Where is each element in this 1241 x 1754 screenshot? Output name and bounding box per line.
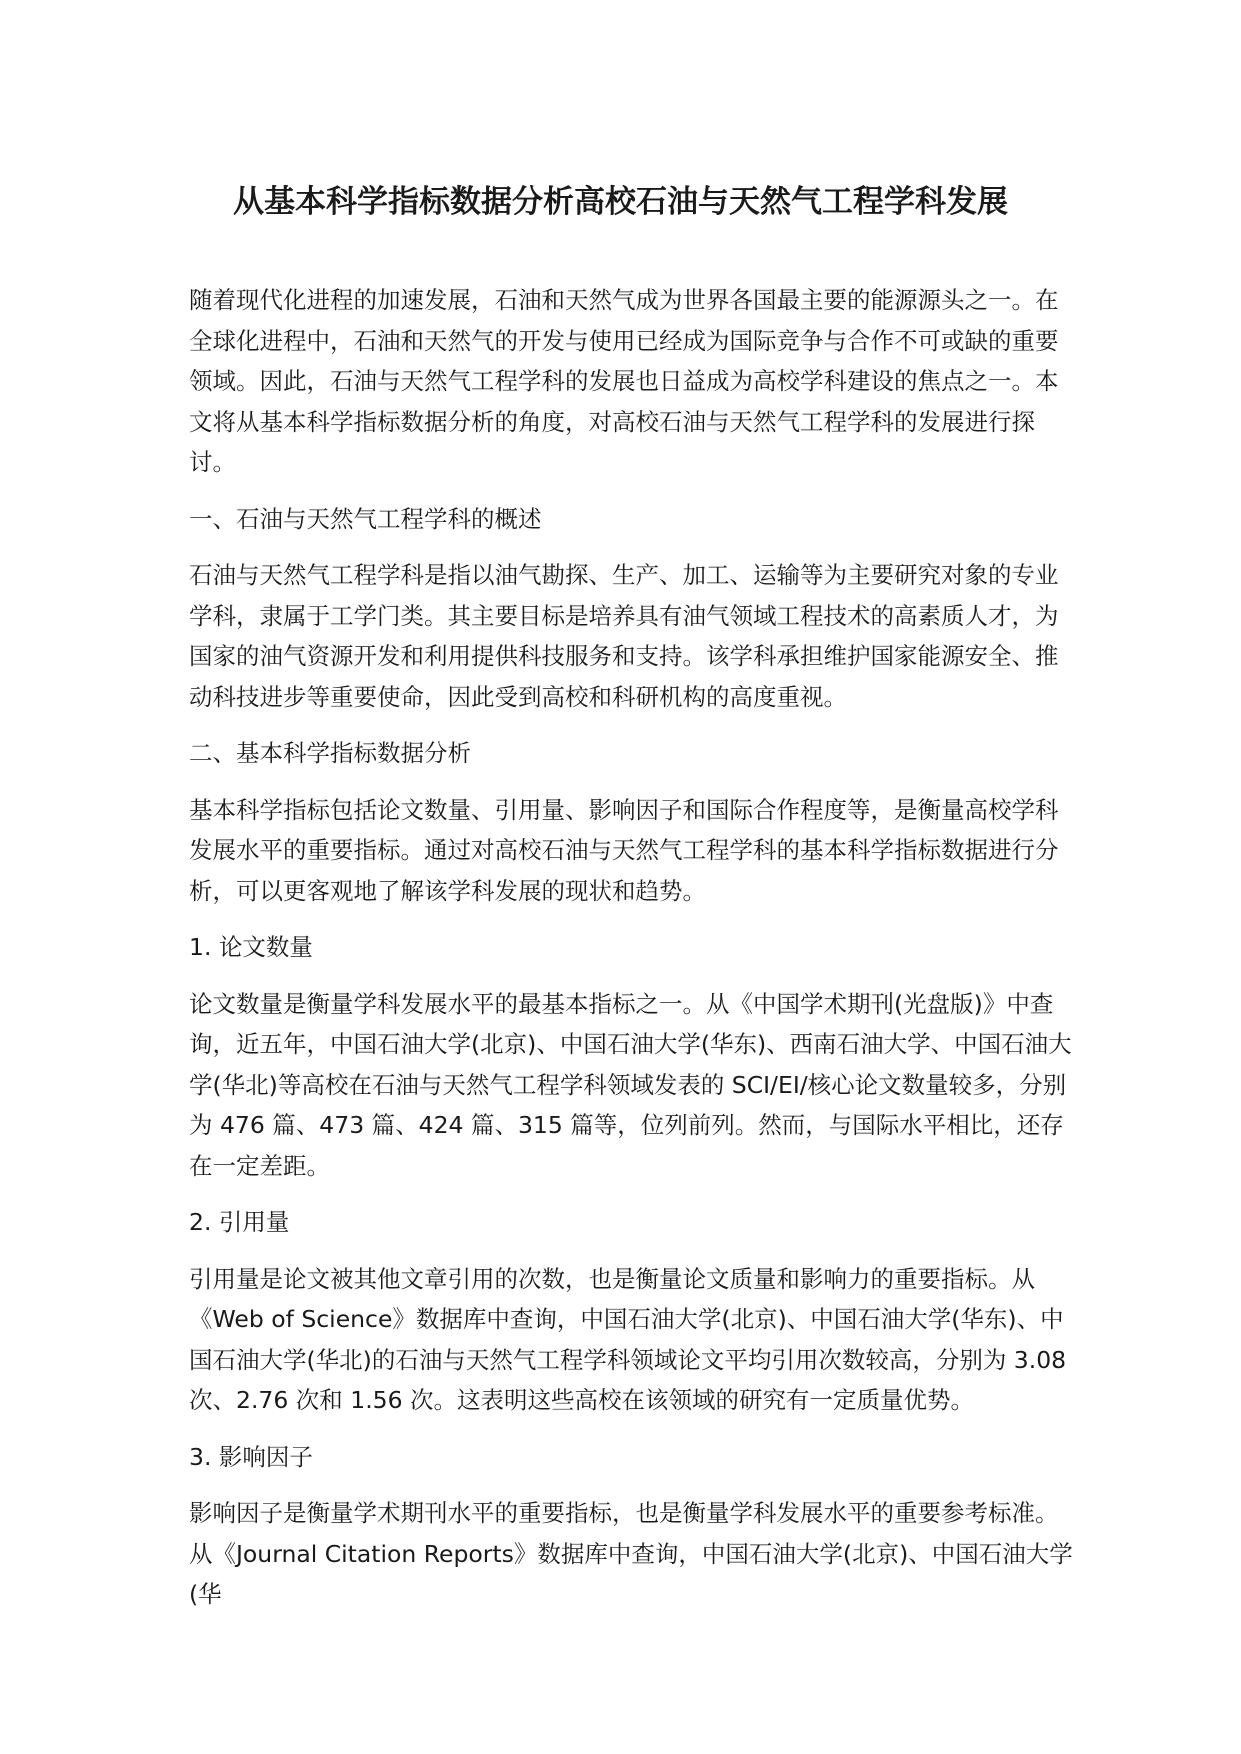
- document-title: 从基本科学指标数据分析高校石油与天然气工程学科发展: [233, 184, 1008, 220]
- subheading-citations: 2. 引用量: [189, 1208, 290, 1236]
- document-body: [189, 280, 1074, 1631]
- subheading-impact-factor: 3. 影响因子: [189, 1442, 313, 1471]
- analysis-paragraph: 基本科学指标包括论文数量、引用量、影响因子和国际合作程度等，是衡量高校学科发展水平的重要指标。通过对高校石油与天然气工程学科的基本科学指标数据进行分析，可以更客观地了解该学科发展的现状和趋势。: [189, 795, 1059, 905]
- overview-paragraph: 石油与天然气工程学科是指以油气勘探、生产、加工、运输等为主要研究对象的专业学科，隶属于工学门类。其主要目标是培养具有油气领域工程技术的高素质人才，为国家的油气资源开发和利用提供科技服务和支持。该学科承担维护国家能源安全、推动科技进步等重要使命，因此受到高校和科研机构的高度重视。: [189, 561, 1059, 711]
- section-heading-overview: 一、石油与天然气工程学科的概述: [189, 504, 542, 533]
- intro-paragraph: 随着现代化进程的加速发展，石油和天然气成为世界各国最主要的能源源头之一。在全球化进程中，石油和天然气的开发与使用已经成为国际竞争与合作不可或缺的重要领域。因此，石油与天然气工程学科的发展也日益成为高校学科建设的焦点之一。本文将从基本科学指标数据分析的角度，对高校石油与天然气工程学科的发展进行探讨。: [189, 286, 1059, 476]
- impact-factor-paragraph: 影响因子是衡量学术期刊水平的重要指标，也是衡量学科发展水平的重要参考标准。从《Journal Citation Reports》数据库中查询，中国石油大学(北京)、中国石油大学(华: [189, 1499, 1073, 1608]
- paper-count-paragraph: 论文数量是衡量学科发展水平的最基本指标之一。从《中国学术期刊(光盘版)》中查询，近五年，中国石油大学(北京)、中国石油大学(华东)、西南石油大学、中国石油大学(华北)等高校在石油与天然气工程学科领域发表的 SCI/EI/核心论文数量较多，分别为 476 篇、473 篇、424 篇、315 篇等，位列前列。然而，与国际水平相比，还存在一定差距。: [189, 989, 1072, 1180]
- section-heading-analysis: 二、基本科学指标数据分析: [189, 739, 471, 767]
- subheading-paper-count: 1. 论文数量: [189, 933, 313, 961]
- citations-paragraph: 引用量是论文被其他文章引用的次数，也是衡量论文质量和影响力的重要指标。从《Web of Science》数据库中查询，中国石油大学(北京)、中国石油大学(华东)、中国石油大学(华北)的石油与天然气工程学科领域论文平均引用次数较高，分别为 3.08 次、2.76 次和 1.56 次。这表明这些高校在该领域的研究有一定质量优势。: [189, 1264, 1067, 1414]
